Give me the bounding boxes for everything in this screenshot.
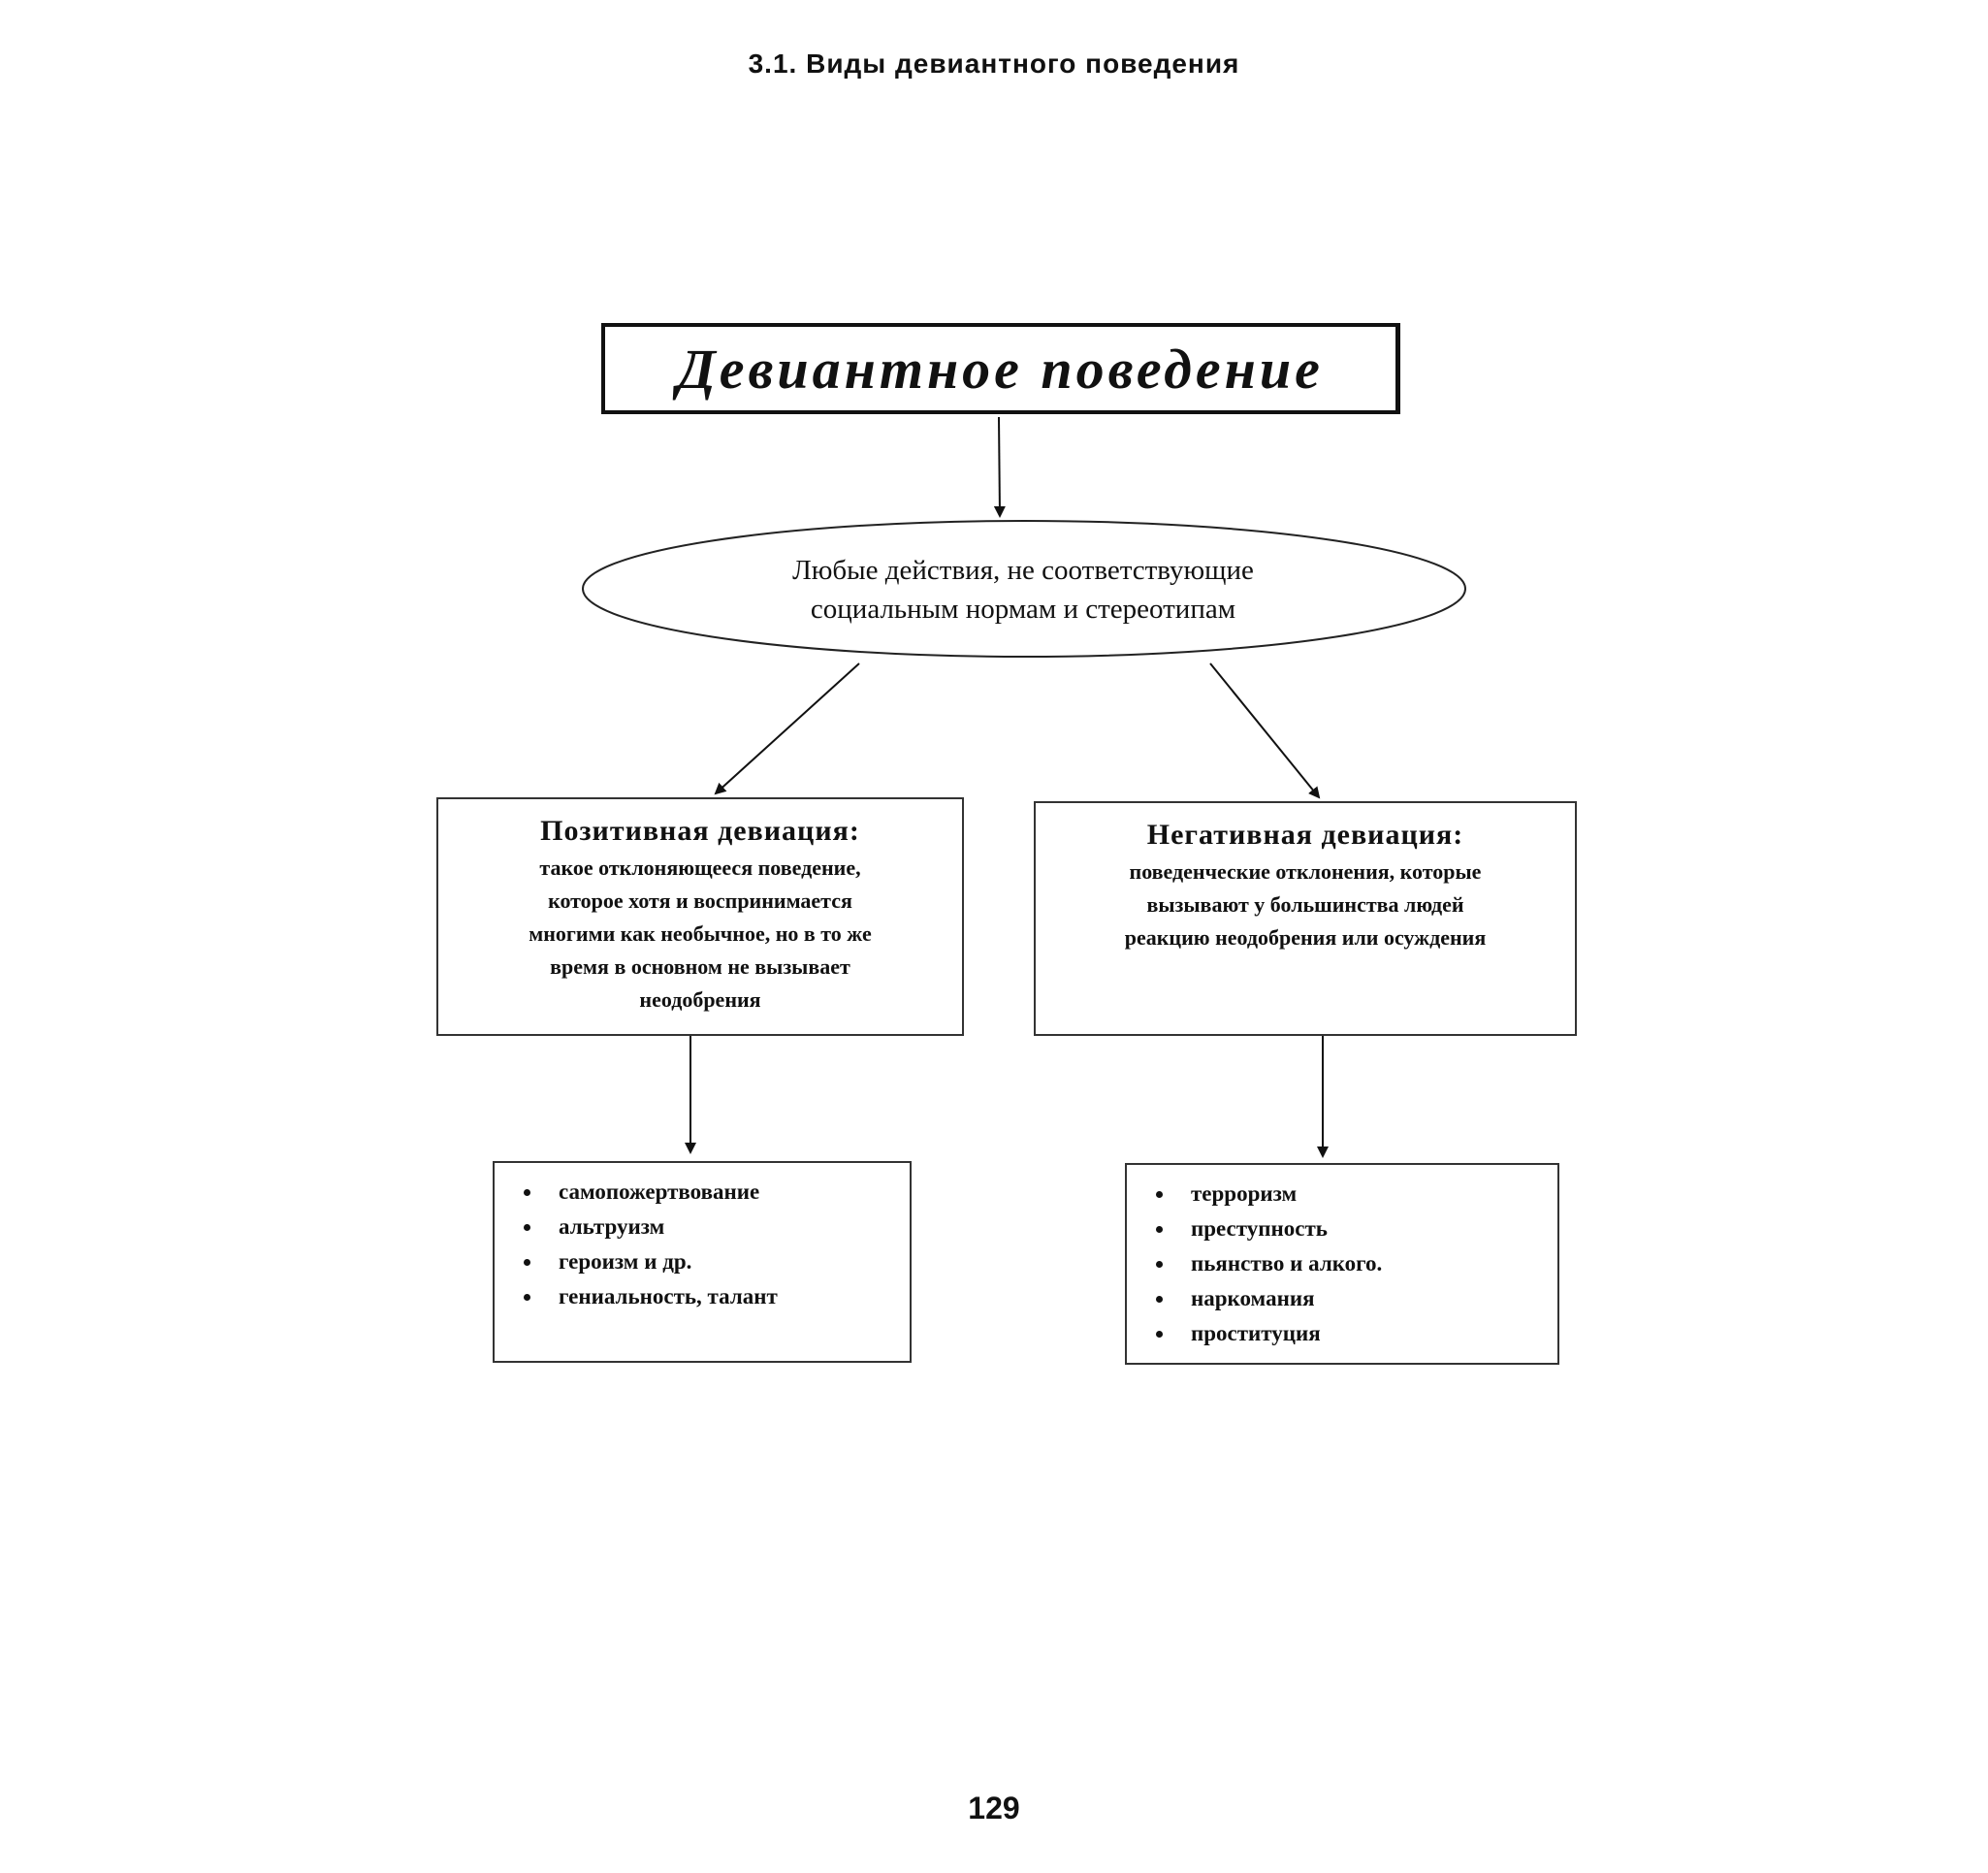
- page-number: 129: [968, 1791, 1020, 1825]
- bullet-icon: [524, 1294, 530, 1301]
- positive-deviation-box: [436, 797, 964, 1036]
- list-item-label: пьянство и алкого.: [1191, 1251, 1383, 1276]
- bullet-icon: [1156, 1296, 1163, 1303]
- list-item-label: героизм и др.: [559, 1249, 692, 1274]
- positive-examples-list: [495, 1163, 910, 1314]
- bullet-icon: [1156, 1226, 1163, 1233]
- description-line: которое хотя и воспринимается: [548, 888, 852, 913]
- list-item: [1146, 1211, 1557, 1246]
- positive-examples-box: [493, 1161, 912, 1363]
- description-line: реакцию неодобрения или осуждения: [1124, 925, 1487, 950]
- positive-deviation-description: [438, 852, 962, 1017]
- description-line: многими как необычное, но в то же: [529, 921, 872, 946]
- arrow-definition-to-positive: [716, 663, 859, 793]
- bullet-icon: [524, 1224, 530, 1231]
- list-item-label: гениальность, талант: [559, 1284, 778, 1308]
- negative-examples-box: [1125, 1163, 1559, 1365]
- list-item-label: альтруизм: [559, 1214, 665, 1239]
- description-line: время в основном не вызывает: [550, 954, 850, 979]
- bullet-icon: [1156, 1331, 1163, 1338]
- list-item-label: терроризм: [1191, 1181, 1298, 1206]
- definition-text: [582, 551, 1464, 629]
- bullet-icon: [1156, 1191, 1163, 1198]
- list-item: [1146, 1246, 1557, 1281]
- negative-deviation-description: [1036, 856, 1575, 954]
- description-line: вызывают у большинства людей: [1146, 892, 1464, 917]
- list-item: [1146, 1177, 1557, 1211]
- page-header: 3.1. Виды девиантного поведения: [748, 48, 1240, 79]
- definition-line: Любые действия, не соответствующие: [792, 555, 1254, 586]
- description-line: неодобрения: [639, 987, 761, 1012]
- negative-examples-list: [1127, 1165, 1557, 1351]
- description-line: такое отклоняющееся поведение,: [539, 856, 861, 880]
- list-item: [1146, 1281, 1557, 1316]
- bullet-icon: [1156, 1261, 1163, 1268]
- list-item: [514, 1210, 910, 1244]
- root-title: Девиантное поведение: [677, 337, 1324, 401]
- negative-deviation-title: Негативная девиация:: [1146, 819, 1464, 851]
- arrow-definition-to-negative: [1210, 663, 1319, 797]
- list-item-label: проституция: [1191, 1321, 1321, 1345]
- list-item-label: наркомания: [1191, 1286, 1315, 1310]
- list-item-label: самопожертвование: [559, 1179, 760, 1204]
- list-item-label: преступность: [1191, 1216, 1328, 1241]
- list-item: [514, 1175, 910, 1210]
- bullet-icon: [524, 1189, 530, 1196]
- arrow-root-to-definition: [999, 417, 1000, 516]
- positive-deviation-title: Позитивная девиация:: [540, 815, 860, 847]
- description-line: поведенческие отклонения, которые: [1129, 859, 1482, 884]
- list-item: [514, 1244, 910, 1279]
- bullet-icon: [524, 1259, 530, 1266]
- list-item: [1146, 1316, 1557, 1351]
- negative-deviation-box: [1034, 801, 1577, 1036]
- root-title-box: [601, 323, 1400, 414]
- list-item: [514, 1279, 910, 1314]
- definition-line: социальным нормам и стереотипам: [810, 594, 1236, 625]
